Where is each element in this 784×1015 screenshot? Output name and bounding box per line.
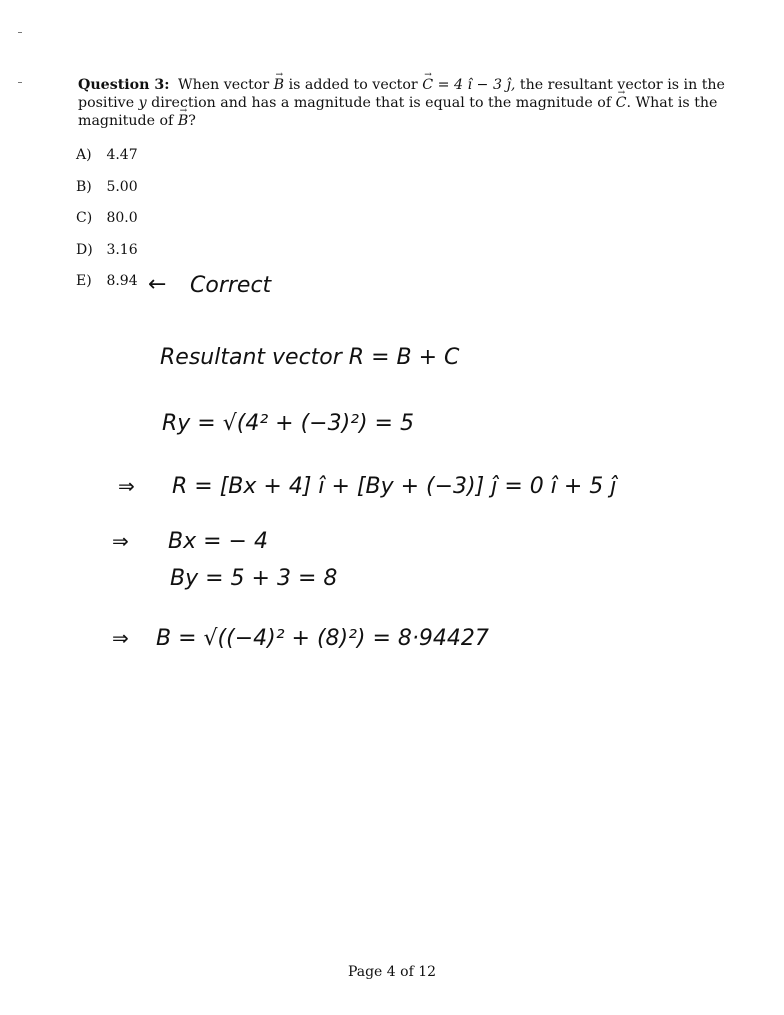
y-direction-letter: y	[138, 95, 147, 111]
resultant-vector-line: Resultant vector R = B + C	[160, 345, 460, 370]
component-equation-line: R = [Bx + 4] î + [By + (−3)] ĵ = 0 î + 5 ĵ	[172, 474, 617, 499]
question-text-6: ?	[188, 113, 196, 129]
ry-magnitude-line: Ry = √(4² + (−3)²) = 5	[162, 411, 414, 436]
implies-arrow-2: ⇒	[112, 529, 129, 553]
option-value: 80.0	[106, 210, 138, 226]
question-text-1: When vector	[177, 77, 270, 93]
vector-c-symbol-2: → C	[616, 94, 627, 112]
bx-line: Bx = − 4	[168, 529, 268, 554]
page-number: Page 4 of 12	[347, 964, 437, 980]
question-text-3: the resultant vector is in the positive	[78, 77, 725, 111]
b-magnitude-line: B = √((−4)² + (8)²) = 8·94427	[156, 626, 489, 651]
question-text-2: is added to vector	[288, 77, 418, 93]
vector-b-symbol: → B	[274, 76, 284, 94]
vector-c-symbol: → C	[422, 76, 433, 94]
option-letter: D)	[76, 241, 93, 258]
option-value: 3.16	[106, 241, 138, 258]
correct-annotation: Correct	[190, 273, 272, 298]
option-letter: B)	[76, 178, 92, 195]
question-label: Question 3:	[78, 77, 170, 93]
option-value: 5.00	[106, 178, 138, 195]
implies-arrow-3: ⇒	[112, 626, 129, 650]
option-letter: A)	[76, 147, 92, 163]
question-text-4: direction and has a magnitude that is equal to the magnitude of	[151, 95, 612, 111]
option-letter: C)	[76, 210, 93, 226]
correct-arrow: ←	[148, 272, 167, 297]
by-line: By = 5 + 3 = 8	[170, 566, 338, 591]
implies-arrow-1: ⇒	[118, 474, 135, 498]
option-value: 8.94	[106, 273, 138, 289]
option-letter: E)	[76, 273, 92, 289]
question-text-5: . What is the magnitude of	[78, 95, 718, 129]
vector-b-symbol-2: → B	[178, 112, 188, 130]
vector-c-expression: = 4 î − 3 ĵ,	[437, 77, 516, 93]
option-value: 4.47	[106, 147, 138, 163]
